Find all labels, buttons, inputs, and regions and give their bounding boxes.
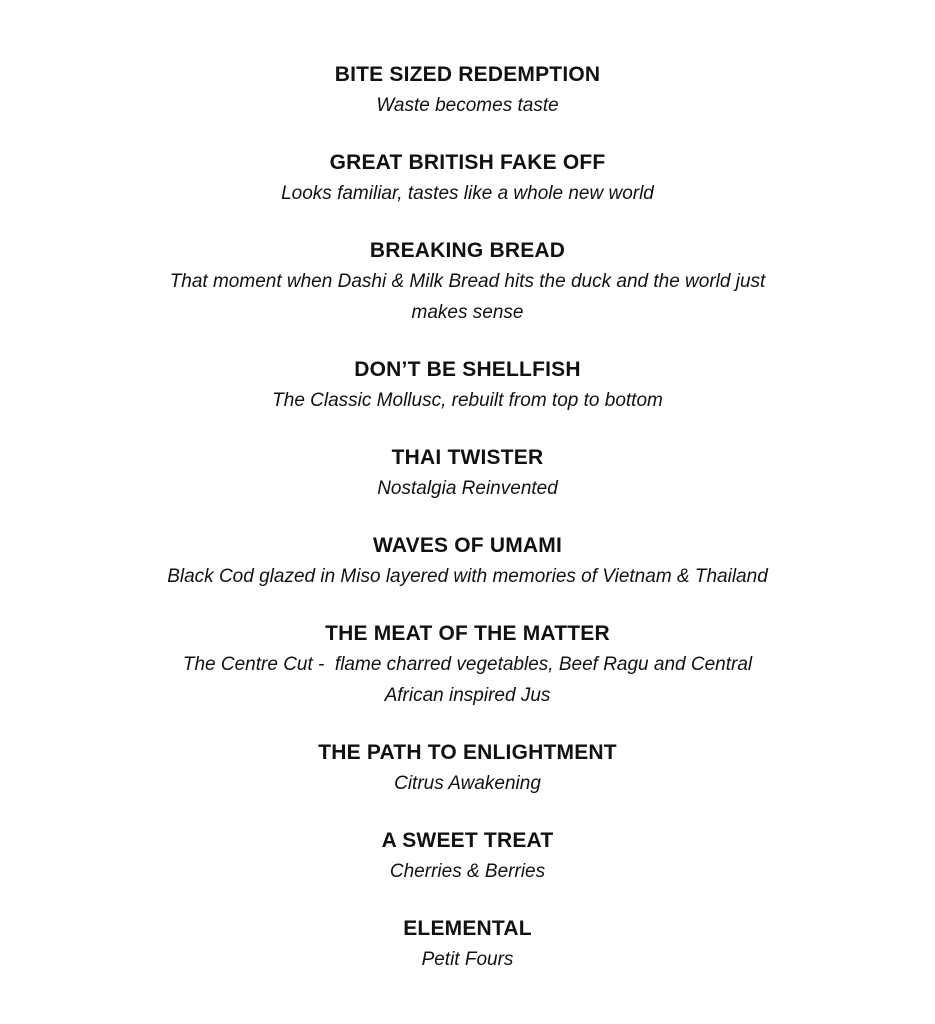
course-title: BITE SIZED REDEMPTION [334,63,601,86]
course-a-sweet-treat [118,826,818,887]
tasting-menu [0,60,935,1002]
course-title: BREAKING BREAD [369,239,566,262]
course-dont-be-shellfish [118,355,818,416]
course-description-line: makes sense [411,302,524,323]
course-great-british-fake-off [118,148,818,209]
course-title: A SWEET TREAT [381,829,554,852]
course-breaking-bread [118,236,818,328]
course-title: THE MEAT OF THE MATTER [325,622,610,645]
course-description-line: Black Cod glazed in Miso layered with memories of Vietnam & Thailand [167,566,768,587]
course-description-line: Waste becomes taste [376,95,559,116]
course-description-line: The Classic Mollusc, rebuilt from top to bottom [272,390,663,411]
course-description-line: Petit Fours [421,949,514,970]
course-description-line: The Centre Cut - flame charred vegetables, Beef Ragu and Central [182,654,753,675]
course-title: WAVES OF UMAMI [372,534,563,557]
course-the-path-to-enlightment [118,738,818,799]
course-title: THE PATH TO ENLIGHTMENT [318,741,617,764]
course-description-line: Looks familiar, tastes like a whole new world [281,183,654,204]
course-bite-sized-redemption [118,60,818,121]
course-title: GREAT BRITISH FAKE OFF [329,151,606,174]
course-description-line: Citrus Awakening [394,773,541,794]
course-description-line: Cherries & Berries [389,861,546,882]
course-the-meat-of-the-matter [118,619,818,711]
course-description-line: Nostalgia Reinvented [377,478,558,499]
course-elemental [118,914,818,975]
course-description-line: African inspired Jus [384,685,551,706]
course-title: DON’T BE SHELLFISH [354,358,581,381]
course-description-line: That moment when Dashi & Milk Bread hits the duck and the world just [169,271,766,292]
course-thai-twister [118,443,818,504]
course-waves-of-umami [118,531,818,592]
course-title: THAI TWISTER [391,446,544,469]
course-title: ELEMENTAL [403,917,532,940]
